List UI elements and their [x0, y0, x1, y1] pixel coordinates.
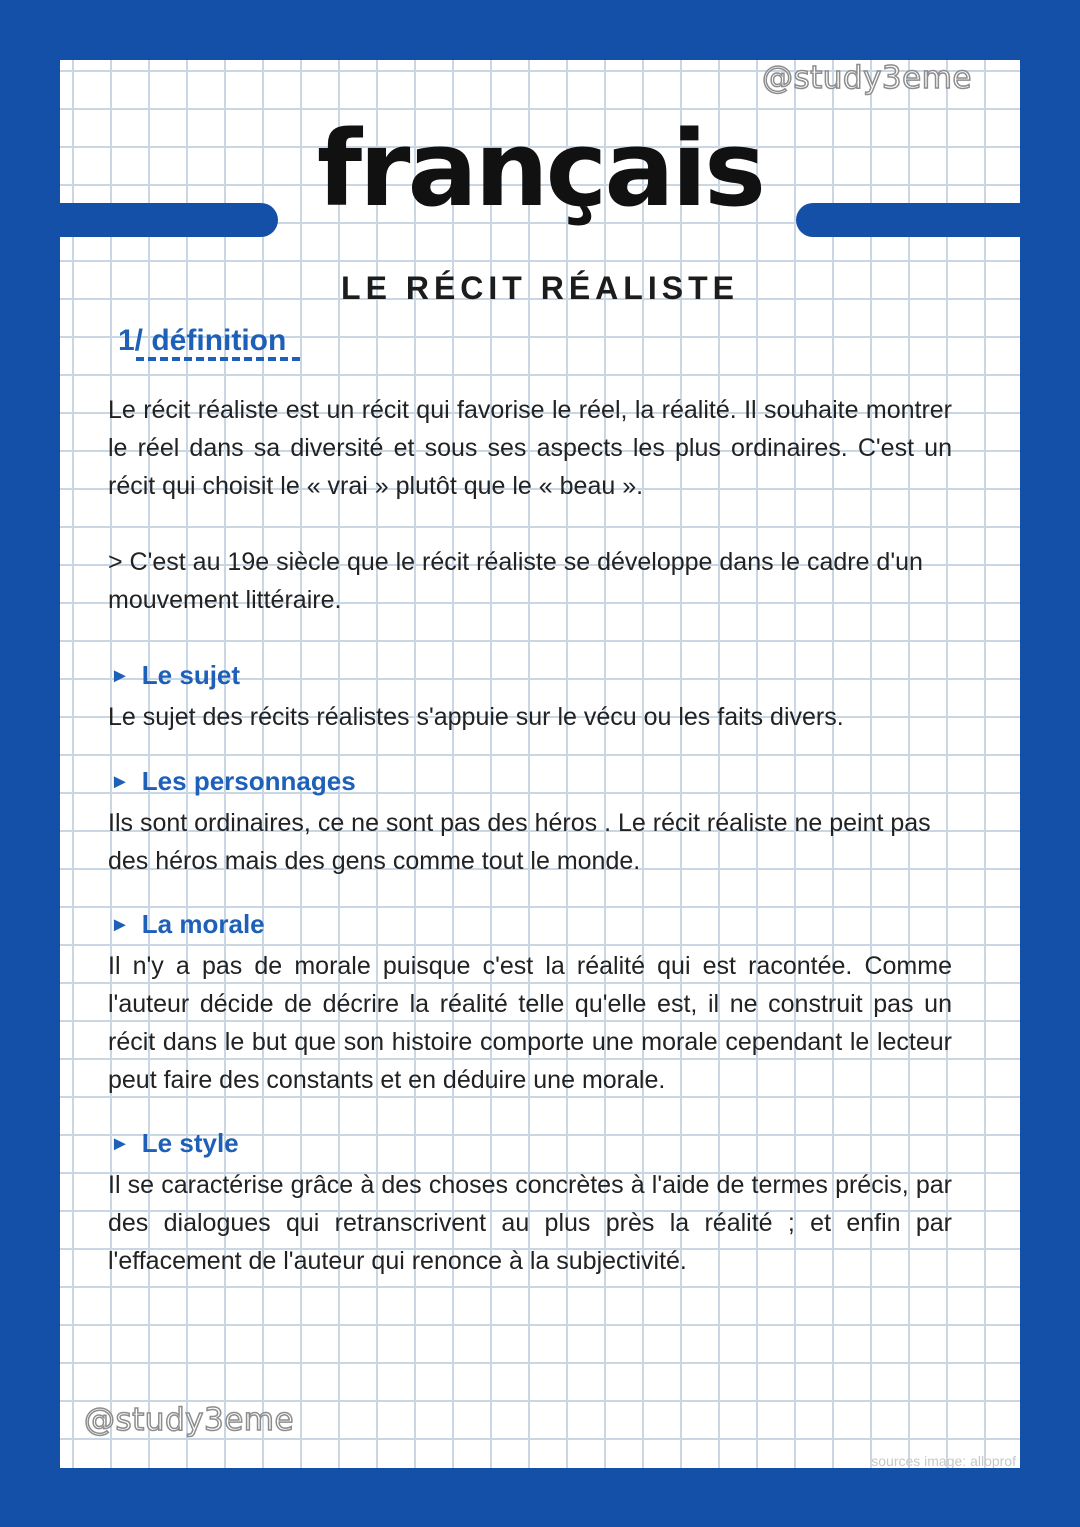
arrow-right-icon: ►: [110, 770, 130, 793]
arrow-right-icon: ►: [110, 664, 130, 687]
heading-label: La morale: [141, 909, 265, 939]
heading-label: Les personnages: [141, 766, 356, 796]
morale-paragraph: Il n'y a pas de morale puisque c'est la réalité qui est racontée. Comme l'auteur décide de décrire la réalité telle qu'elle est, il ne construit pas un récit dans le but que son histoire comporte une morale cependant le lecteur peut faire des constants et en déduire une morale.: [108, 952, 952, 1094]
section-title: 1/ définition: [118, 324, 287, 357]
history-paragraph: > C'est au 19e siècle que le récit réaliste se développe dans le cadre d'un mouvement littéraire.: [108, 548, 923, 614]
image-source-credit: sources image: alloprof: [871, 1453, 1016, 1468]
heading-morale: [110, 909, 265, 940]
definition-paragraph: Le récit réaliste est un récit qui favorise le réel, la réalité. Il souhaite montrer le réel dans sa diversité et sous ses aspects les plus ordinaires. C'est un récit qui choisit le « vrai » plutôt que le « beau ».: [108, 396, 952, 500]
heading-sujet: [110, 660, 240, 691]
arrow-right-icon: ►: [110, 913, 130, 936]
section-title-underline: [136, 357, 300, 361]
page-subtitle: LE RÉCIT RÉALISTE: [341, 270, 739, 306]
style-paragraph: Il se caractérise grâce à des choses concrètes à l'aide de termes précis, par des dialogues qui retranscrivent au plus près la réalité ; et enfin par l'effacement de l'auteur qui renonce à la subjectivité.: [108, 1171, 952, 1275]
notebook-sheet: [60, 60, 1020, 1468]
arrow-right-icon: ►: [110, 1132, 130, 1155]
watermark-handle-bottom: @study3eme: [84, 1402, 295, 1438]
personnages-paragraph: Ils sont ordinaires, ce ne sont pas des héros . Le récit réaliste ne peint pas des héros mais des gens comme tout le monde.: [108, 809, 931, 875]
heading-label: Le style: [141, 1128, 239, 1158]
heading-personnages: [110, 766, 356, 797]
watermark-handle-top: @study3eme: [761, 60, 972, 96]
heading-label: Le sujet: [141, 660, 241, 690]
sujet-paragraph: Le sujet des récits réalistes s'appuie sur le vécu ou les faits divers.: [108, 703, 844, 731]
heading-style: [110, 1128, 239, 1159]
page-title: français: [316, 108, 764, 230]
